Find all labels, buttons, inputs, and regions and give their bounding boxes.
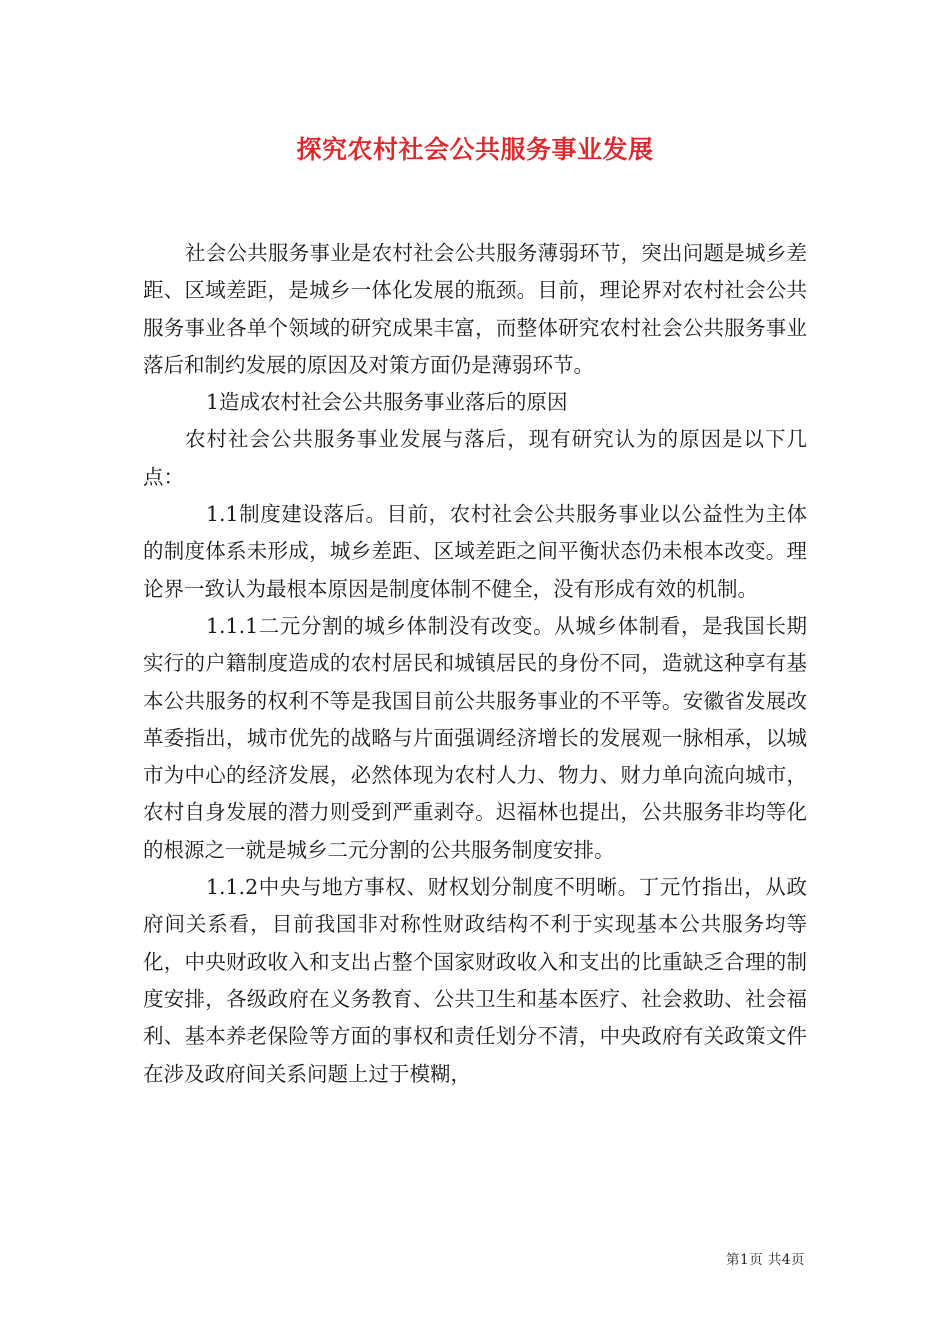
- document-title: 探究农村社会公共服务事业发展: [296, 135, 654, 164]
- paragraph-1-1: 1.1制度建设落后。目前，农村社会公共服务事业以公益性为主体的制度体系未形成，城乡差距、区域差距之间平衡状态仍未根本改变。理论界一致认为最根本原因是制度体制不健全，没有形成有效的机制。: [143, 502, 807, 601]
- section-heading-1: 1造成农村社会公共服务事业落后的原因: [206, 390, 568, 415]
- paragraph-intro: 社会公共服务事业是农村社会公共服务薄弱环节，突出问题是城乡差距、区域差距，是城乡一体化发展的瓶颈。目前，理论界对农村社会公共服务事业各单个领域的研究成果丰富，而整体研究农村社会公共服务事业落后和制约发展的原因及对策方面仍是薄弱环节。: [143, 241, 807, 377]
- paragraph-reasons-intro: 农村社会公共服务事业发展与落后，现有研究认为的原因是以下几点：: [143, 427, 807, 489]
- paragraph-1-1-1: 1.1.1二元分割的城乡体制没有改变。从城乡体制看，是我国长期实行的户籍制度造成的农村居民和城镇居民的身份不同，造就这种享有基本公共服务的权利不等是我国目前公共服务事业的不平等。安徽省发展改革委指出，城市优先的战略与片面强调经济增长的发展观一脉相承，以城市为中心的经济发展，必然体现为农村人力、物力、财力单向流向城市，农村自身发展的潜力则受到严重剥夺。迟福林也提出，公共服务非均等化的根源之一就是城乡二元分割的公共服务制度安排。: [143, 613, 807, 862]
- document-body: [143, 235, 807, 1093]
- page-number-footer: 第1页 共4页: [726, 1252, 805, 1268]
- paragraph-1-1-2: 1.1.2中央与地方事权、财权划分制度不明晰。丁元竹指出，从政府间关系看，目前我国非对称性财政结构不利于实现基本公共服务均等化，中央财政收入和支出占整个国家财政收入和支出的比重缺乏合理的制度安排，各级政府在义务教育、公共卫生和基本医疗、社会救助、社会福利、基本养老保险等方面的事权和责任划分不清，中央政府有关政策文件在涉及政府间关系问题上过于模糊，: [143, 875, 807, 1086]
